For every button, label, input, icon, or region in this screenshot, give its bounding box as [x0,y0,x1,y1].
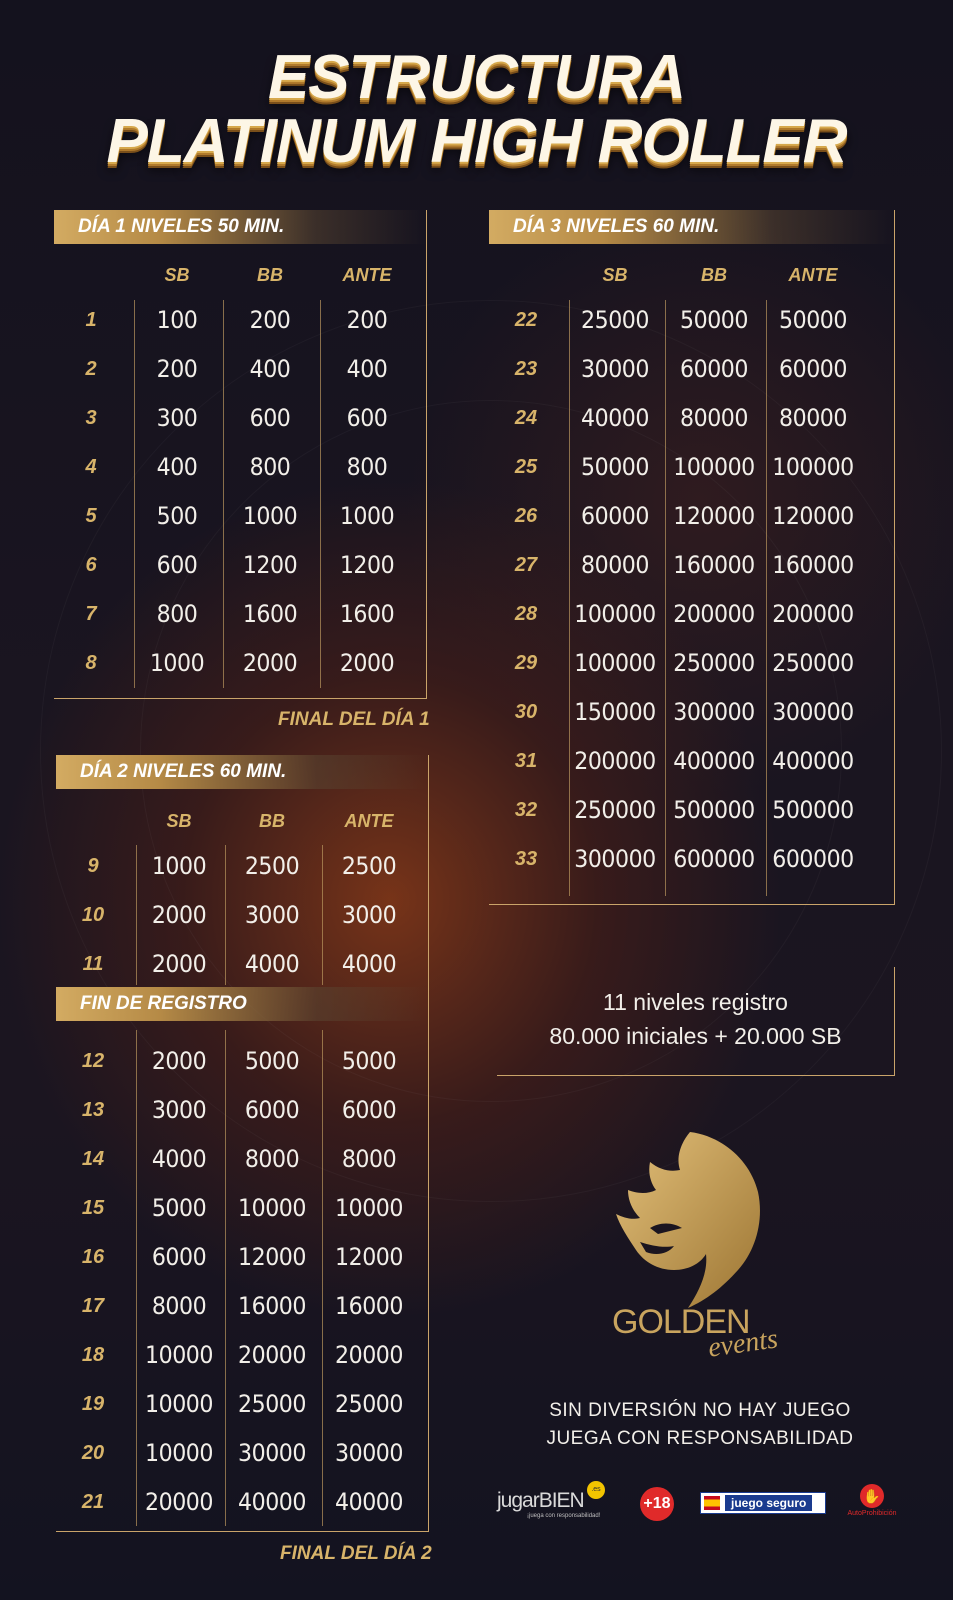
jugarbien-tag: .es [587,1481,605,1499]
ante-value: 600000 [772,845,854,873]
ante-value: 2000 [339,649,395,677]
ante-value: 200000 [772,600,854,628]
level-number: 25 [514,456,538,478]
level-number: 10 [81,904,105,926]
big-blind-value: 800 [249,453,291,481]
small-blind-value: 3000 [151,1096,207,1124]
small-blind-value: 25000 [581,306,649,334]
slogan-line-1: SIN DIVERSIÓN NO HAY JUEGO [549,1400,851,1421]
ante-value: 20000 [335,1341,403,1369]
ante-value: 250000 [772,649,854,677]
info-line-1: 11 niveles registro [603,989,788,1015]
day1-final-label: FINAL DEL DÍA 1 [278,709,430,730]
big-blind-value: 200000 [673,600,755,628]
column-header-bb: BB [701,265,727,285]
small-blind-value: 150000 [574,698,656,726]
big-blind-value: 400 [249,355,291,383]
small-blind-value: 200 [156,355,198,383]
ante-value: 8000 [341,1145,397,1173]
big-blind-value: 200 [249,306,291,334]
level-number: 21 [81,1491,105,1513]
level-number: 8 [85,652,97,674]
ante-value: 1600 [339,600,395,628]
small-blind-value: 80000 [581,551,649,579]
column-header-bb: BB [257,265,283,285]
ante-value: 120000 [772,502,854,530]
ante-value: 60000 [779,355,847,383]
level-number: 19 [81,1393,105,1415]
level-number: 32 [514,799,538,821]
level-number: 27 [514,554,538,576]
jugarbien-logo [497,1486,607,1529]
column-divider [225,845,226,985]
big-blind-value: 250000 [673,649,755,677]
big-blind-value: 500000 [673,796,755,824]
big-blind-value: 6000 [244,1096,300,1124]
big-blind-value: 600000 [673,845,755,873]
ante-value: 1200 [339,551,395,579]
hand-stop-icon: ✋ [860,1484,884,1508]
level-number: 12 [81,1050,105,1072]
day3-header: DÍA 3 NIVELES 60 MIN. [489,210,894,244]
ante-value: 10000 [335,1194,403,1222]
big-blind-value: 50000 [680,306,748,334]
level-number: 2 [85,358,97,380]
big-blind-value: 4000 [244,950,300,978]
big-blind-value: 400000 [673,747,755,775]
small-blind-value: 2000 [151,901,207,929]
level-number: 3 [85,407,97,429]
column-divider [134,300,135,688]
jugarbien-subtext: ¡juega con responsabilidad! [527,1513,601,1519]
level-number: 14 [81,1148,105,1170]
level-number: 26 [514,505,538,527]
ante-value: 5000 [341,1047,397,1075]
juego-seguro-text: juego seguro [725,1495,812,1511]
lion-logo-icon [610,1130,770,1310]
small-blind-value: 1000 [151,852,207,880]
big-blind-value: 300000 [673,698,755,726]
ante-value: 25000 [335,1390,403,1418]
column-divider [322,845,323,985]
level-number: 23 [514,358,538,380]
ante-value: 4000 [341,950,397,978]
big-blind-value: 8000 [244,1145,300,1173]
level-number: 24 [514,407,538,429]
small-blind-value: 20000 [145,1488,213,1516]
day1-header: DÍA 1 NIVELES 50 MIN. [54,210,426,244]
level-number: 16 [81,1246,105,1268]
column-header-ante: ANTE [344,811,394,831]
small-blind-value: 10000 [145,1390,213,1418]
level-number: 22 [514,309,538,331]
column-header-sb: SB [602,265,628,285]
jugarbien-text: jugarBIEN [497,1489,584,1512]
registration-info-box [497,967,895,1076]
ante-value: 80000 [779,404,847,432]
column-header-ante: ANTE [342,265,392,285]
small-blind-value: 4000 [151,1145,207,1173]
level-number: 6 [85,554,97,576]
level-number: 4 [85,456,97,478]
big-blind-value: 25000 [238,1390,306,1418]
autoprohibicion-text: AutoProhibición [847,1510,897,1517]
ante-value: 16000 [335,1292,403,1320]
small-blind-value: 200000 [574,747,656,775]
spain-flag-icon [704,1496,720,1510]
day2-header: DÍA 2 NIVELES 60 MIN. [56,755,428,789]
ante-value: 400 [346,355,388,383]
column-divider [766,300,767,896]
ante-value: 3000 [341,901,397,929]
big-blind-value: 160000 [673,551,755,579]
column-header-sb: SB [166,811,192,831]
ante-value: 200 [346,306,388,334]
column-divider [136,845,137,985]
column-divider [225,1030,226,1526]
small-blind-value: 600 [156,551,198,579]
big-blind-value: 30000 [238,1439,306,1467]
ante-value: 300000 [772,698,854,726]
big-blind-value: 10000 [238,1194,306,1222]
registration-end-bar: FIN DE REGISTRO [56,987,428,1021]
ante-value: 2500 [341,852,397,880]
level-number: 15 [81,1197,105,1219]
small-blind-value: 30000 [581,355,649,383]
level-number: 30 [514,701,538,723]
big-blind-value: 120000 [673,502,755,530]
big-blind-value: 1200 [242,551,298,579]
big-blind-value: 600 [249,404,291,432]
small-blind-value: 40000 [581,404,649,432]
level-number: 13 [81,1099,105,1121]
column-divider [136,1030,137,1526]
small-blind-value: 10000 [145,1439,213,1467]
small-blind-value: 50000 [581,453,649,481]
level-number: 5 [85,505,97,527]
small-blind-value: 300000 [574,845,656,873]
ante-value: 800 [346,453,388,481]
level-number: 20 [81,1442,105,1464]
ante-value: 50000 [779,306,847,334]
column-header-bb: BB [259,811,285,831]
column-divider [665,300,666,896]
small-blind-value: 800 [156,600,198,628]
small-blind-value: 100000 [574,649,656,677]
level-number: 28 [514,603,538,625]
column-divider [322,1030,323,1526]
title-line-2: PLATINUM HIGH ROLLER [106,107,847,176]
column-divider [569,300,570,896]
big-blind-value: 1000 [242,502,298,530]
ante-value: 12000 [335,1243,403,1271]
small-blind-value: 10000 [145,1341,213,1369]
level-number: 33 [514,848,538,870]
big-blind-value: 40000 [238,1488,306,1516]
brand-name: GOLDEN [612,1303,750,1341]
small-blind-value: 8000 [151,1292,207,1320]
big-blind-value: 60000 [680,355,748,383]
big-blind-value: 20000 [238,1341,306,1369]
big-blind-value: 5000 [244,1047,300,1075]
ante-value: 100000 [772,453,854,481]
level-number: 31 [514,750,538,772]
slogan-line-2: JUEGA CON RESPONSABILIDAD [546,1428,854,1449]
ante-value: 400000 [772,747,854,775]
big-blind-value: 100000 [673,453,755,481]
ante-value: 40000 [335,1488,403,1516]
ante-value: 500000 [772,796,854,824]
info-line-2: 80.000 iniciales + 20.000 SB [549,1023,842,1049]
column-divider [320,300,321,688]
ante-value: 600 [346,404,388,432]
level-number: 1 [85,309,97,331]
column-divider [223,300,224,688]
small-blind-value: 2000 [151,950,207,978]
ante-value: 6000 [341,1096,397,1124]
big-blind-value: 1600 [242,600,298,628]
level-number: 29 [514,652,538,674]
big-blind-value: 2500 [244,852,300,880]
level-number: 18 [81,1344,105,1366]
big-blind-value: 2000 [242,649,298,677]
small-blind-value: 500 [156,502,198,530]
autoprohibicion-logo [846,1484,898,1524]
small-blind-value: 300 [156,404,198,432]
ante-value: 1000 [339,502,395,530]
small-blind-value: 400 [156,453,198,481]
small-blind-value: 100000 [574,600,656,628]
level-number: 17 [81,1295,105,1317]
small-blind-value: 250000 [574,796,656,824]
small-blind-value: 1000 [149,649,205,677]
level-number: 7 [85,603,97,625]
small-blind-value: 60000 [581,502,649,530]
big-blind-value: 16000 [238,1292,306,1320]
small-blind-value: 5000 [151,1194,207,1222]
small-blind-value: 6000 [151,1243,207,1271]
big-blind-value: 12000 [238,1243,306,1271]
ante-value: 160000 [772,551,854,579]
title-line-1: ESTRUCTURA [267,43,686,112]
level-number: 9 [87,855,99,877]
brand-subtitle: events [706,1323,780,1364]
big-blind-value: 80000 [680,404,748,432]
day2-final-label: FINAL DEL DÍA 2 [280,1543,432,1564]
age-18-badge: +18 [640,1487,674,1521]
small-blind-value: 2000 [151,1047,207,1075]
juego-seguro-badge [700,1492,826,1514]
ante-value: 30000 [335,1439,403,1467]
big-blind-value: 3000 [244,901,300,929]
small-blind-value: 100 [156,306,198,334]
column-header-sb: SB [164,265,190,285]
column-header-ante: ANTE [788,265,838,285]
level-number: 11 [82,953,104,975]
